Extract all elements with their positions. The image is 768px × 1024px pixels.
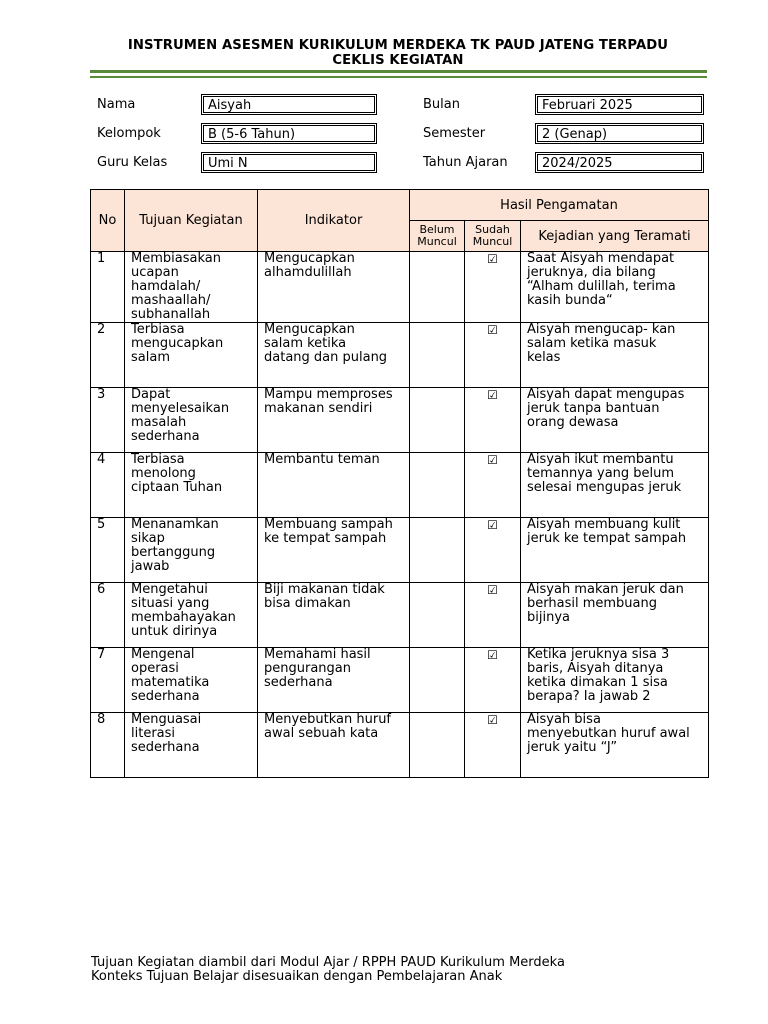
- table-row: [91, 648, 709, 713]
- row-tujuan: [125, 388, 258, 453]
- kejadian-line: jeruk tanpa bantuan: [527, 401, 660, 416]
- belum-muncul-cell-text: [410, 323, 464, 324]
- tujuan-line: literasi: [131, 726, 176, 741]
- row-indikator-text: [258, 388, 409, 416]
- sudah-muncul-cell[interactable]: [465, 518, 521, 583]
- indikator-line: bisa dimakan: [264, 596, 351, 611]
- tujuan-line: mengucapkan: [131, 336, 224, 351]
- row-no: [91, 453, 125, 518]
- indikator-line: Membuang sampah: [264, 517, 393, 532]
- row-indikator: [258, 323, 410, 388]
- guru-field[interactable]: Umi N: [201, 152, 377, 173]
- sudah-muncul-cell[interactable]: [465, 453, 521, 518]
- bulan-field[interactable]: Februari 2025: [535, 94, 704, 115]
- kejadian-line: jeruk yaitu “J”: [527, 740, 618, 755]
- bulan-label: Bulan: [423, 97, 460, 112]
- semester-field[interactable]: 2 (Genap): [535, 123, 704, 144]
- kejadian-line: temannya yang belum: [527, 466, 675, 481]
- kejadian-line: orang dewasa: [527, 415, 619, 430]
- indikator-line: datang dan pulang: [264, 350, 388, 365]
- row-indikator: [258, 252, 410, 323]
- belum-muncul-cell-text: [410, 453, 464, 454]
- indikator-line: ke tempat sampah: [264, 531, 387, 546]
- indikator-line: Mengucapkan: [264, 251, 355, 266]
- row-indikator-text: [258, 453, 409, 467]
- kejadian-line: bijinya: [527, 610, 570, 625]
- row-kejadian: [521, 453, 709, 518]
- belum-muncul-cell[interactable]: [410, 648, 465, 713]
- tujuan-line: Dapat: [131, 387, 171, 402]
- row-indikator: [258, 518, 410, 583]
- row-no-text: 6: [97, 582, 106, 597]
- row-kejadian-text: [521, 518, 708, 546]
- nama-field[interactable]: Aisyah: [201, 94, 377, 115]
- belum-muncul-cell[interactable]: [410, 583, 465, 648]
- row-no: [91, 648, 125, 713]
- row-indikator: [258, 388, 410, 453]
- table-row: [91, 583, 709, 648]
- checkbox-checked-icon: ☑: [487, 252, 498, 266]
- row-no-text: 5: [97, 517, 106, 532]
- kejadian-line: jeruknya, dia bilang: [527, 265, 656, 280]
- tujuan-line: operasi: [131, 661, 179, 676]
- tujuan-line: ciptaan Tuhan: [131, 480, 223, 495]
- checkbox-checked-icon: ☑: [487, 648, 498, 662]
- row-kejadian: [521, 583, 709, 648]
- checkbox-checked-icon: ☑: [487, 323, 498, 337]
- row-kejadian-text: [521, 583, 708, 625]
- footer-notes: [91, 956, 565, 984]
- tujuan-line: masalah: [131, 415, 187, 430]
- tujuan-line: menolong: [131, 466, 196, 481]
- title-line-2: CEKLIS KEGIATAN: [332, 53, 464, 68]
- header-belum-muncul: [410, 221, 465, 252]
- guru-label: Guru Kelas: [97, 155, 168, 170]
- belum-muncul-cell[interactable]: [410, 252, 465, 323]
- row-kejadian: [521, 252, 709, 323]
- row-no-text: 2: [97, 322, 106, 337]
- table-row: [91, 388, 709, 453]
- header-belum-line2: Muncul: [417, 235, 457, 248]
- row-no-text: 4: [97, 452, 106, 467]
- indikator-line: Memahami hasil: [264, 647, 371, 662]
- belum-muncul-cell[interactable]: [410, 453, 465, 518]
- row-indikator: [258, 713, 410, 778]
- tujuan-line: Mengetahui: [131, 582, 208, 597]
- kejadian-line: salam ketika masuk: [527, 336, 657, 351]
- kejadian-line: Aisyah ikut membantu: [527, 452, 674, 467]
- checkbox-checked-icon: ☑: [487, 518, 498, 532]
- table-row: [91, 713, 709, 778]
- header-kejadian: Kejadian yang Teramati: [521, 221, 709, 252]
- tujuan-line: sederhana: [131, 740, 200, 755]
- title-rule-bottom: [90, 76, 707, 78]
- kejadian-line: Aisyah dapat mengupas: [527, 387, 685, 402]
- row-kejadian-text: [521, 323, 708, 365]
- title-rule-top: [90, 70, 707, 73]
- table-row: [91, 252, 709, 323]
- row-kejadian: [521, 323, 709, 388]
- belum-muncul-cell-text: [410, 713, 464, 714]
- kejadian-line: Aisyah mengucap- kan: [527, 322, 676, 337]
- checkbox-checked-icon: ☑: [487, 713, 498, 727]
- kejadian-line: Ketika jeruknya sisa 3: [527, 647, 670, 662]
- kelompok-field[interactable]: B (5-6 Tahun): [201, 123, 377, 144]
- belum-muncul-cell[interactable]: [410, 388, 465, 453]
- row-tujuan: [125, 453, 258, 518]
- document-title: [0, 38, 768, 68]
- kejadian-line: baris, Aisyah ditanya: [527, 661, 664, 676]
- belum-muncul-cell-text: [410, 252, 464, 253]
- tujuan-line: sikap: [131, 531, 165, 546]
- footer-line-1: Tujuan Kegiatan diambil dari Modul Ajar / RPPH PAUD Kurikulum Merdeka: [91, 955, 565, 970]
- row-tujuan-text: [125, 388, 257, 444]
- sudah-muncul-cell[interactable]: [465, 252, 521, 323]
- indikator-line: sederhana: [264, 675, 333, 690]
- row-no: [91, 252, 125, 323]
- tujuan-line: Mengenal: [131, 647, 195, 662]
- tujuan-line: membahayakan: [131, 610, 236, 625]
- indikator-line: Biji makanan tidak: [264, 582, 385, 597]
- tujuan-line: bertanggung: [131, 545, 216, 560]
- header-sudah-line2: Muncul: [472, 235, 513, 248]
- row-tujuan: [125, 713, 258, 778]
- tujuan-line: Membiasakan: [131, 251, 221, 266]
- indikator-line: alhamdulillah: [264, 265, 352, 280]
- row-tujuan-text: [125, 713, 257, 755]
- tujuan-line: jawab: [131, 559, 170, 574]
- sudah-muncul-cell[interactable]: [465, 583, 521, 648]
- tujuan-line: ucapan: [131, 265, 179, 280]
- row-no-text: 8: [97, 712, 106, 727]
- tujuan-line: untuk dirinya: [131, 624, 218, 639]
- tahun-ajaran-label: Tahun Ajaran: [423, 155, 508, 170]
- kejadian-line: jeruk ke tempat sampah: [527, 531, 687, 546]
- row-kejadian: [521, 648, 709, 713]
- row-tujuan: [125, 583, 258, 648]
- row-indikator-text: [258, 648, 409, 690]
- row-tujuan: [125, 518, 258, 583]
- belum-muncul-cell[interactable]: [410, 518, 465, 583]
- tahun-ajaran-field[interactable]: 2024/2025: [535, 152, 704, 173]
- row-tujuan: [125, 648, 258, 713]
- tujuan-line: menyelesaikan: [131, 401, 230, 416]
- belum-muncul-cell-text: [410, 583, 464, 584]
- indikator-line: Mengucapkan: [264, 322, 355, 337]
- belum-muncul-cell-text: [410, 388, 464, 389]
- tujuan-line: sederhana: [131, 429, 200, 444]
- tujuan-line: hamdalah/: [131, 279, 201, 294]
- row-kejadian-text: [521, 713, 708, 755]
- row-tujuan: [125, 323, 258, 388]
- kejadian-line: berapa? Ia jawab 2: [527, 689, 651, 704]
- row-tujuan-text: [125, 252, 257, 322]
- row-no: [91, 388, 125, 453]
- belum-muncul-cell[interactable]: [410, 713, 465, 778]
- kejadian-line: kasih bunda“: [527, 293, 613, 308]
- row-kejadian-text: [521, 453, 708, 495]
- kejadian-line: kelas: [527, 350, 561, 365]
- row-no-text: 1: [97, 251, 106, 266]
- row-indikator: [258, 648, 410, 713]
- kejadian-line: selesai mengupas jeruk: [527, 480, 682, 495]
- row-tujuan-text: [125, 648, 257, 704]
- table-row: [91, 518, 709, 583]
- kejadian-line: Saat Aisyah mendapat: [527, 251, 675, 266]
- header-tujuan: Tujuan Kegiatan: [125, 190, 258, 252]
- kejadian-line: berhasil membuang: [527, 596, 657, 611]
- header-belum-line1: Belum: [419, 223, 455, 236]
- row-no-text: 3: [97, 387, 106, 402]
- header-indikator: Indikator: [258, 190, 410, 252]
- row-kejadian-text: [521, 388, 708, 430]
- row-indikator: [258, 583, 410, 648]
- nama-label: Nama: [97, 97, 136, 112]
- kelompok-label: Kelompok: [97, 126, 161, 141]
- belum-muncul-cell-text: [410, 648, 464, 649]
- row-no: [91, 713, 125, 778]
- kejadian-line: “Alham dulillah, terima: [527, 279, 676, 294]
- row-kejadian: [521, 388, 709, 453]
- indikator-line: makanan sendiri: [264, 401, 373, 416]
- row-no-text: 7: [97, 647, 106, 662]
- header-sudah-muncul: [465, 221, 521, 252]
- tujuan-line: Menguasai: [131, 712, 202, 727]
- kejadian-line: Aisyah bisa: [527, 712, 601, 727]
- sudah-muncul-cell[interactable]: [465, 648, 521, 713]
- belum-muncul-cell-text: [410, 518, 464, 519]
- tujuan-line: sederhana: [131, 689, 200, 704]
- row-indikator-text: [258, 518, 409, 546]
- row-tujuan: [125, 252, 258, 323]
- row-indikator-text: [258, 252, 409, 280]
- kejadian-line: menyebutkan huruf awal: [527, 726, 690, 741]
- tujuan-line: matematika: [131, 675, 210, 690]
- table-row: [91, 453, 709, 518]
- indikator-line: pengurangan: [264, 661, 351, 676]
- row-no: [91, 323, 125, 388]
- row-kejadian: [521, 713, 709, 778]
- row-tujuan-text: [125, 323, 257, 365]
- indikator-line: Membantu teman: [264, 452, 380, 467]
- tujuan-line: Menanamkan: [131, 517, 219, 532]
- semester-label: Semester: [423, 126, 486, 141]
- table-row: [91, 323, 709, 388]
- checkbox-checked-icon: ☑: [487, 453, 498, 467]
- title-line-1: INSTRUMEN ASESMEN KURIKULUM MERDEKA TK PAUD JATENG TERPADU: [127, 38, 669, 53]
- kejadian-line: Aisyah membuang kulit: [527, 517, 681, 532]
- tujuan-line: Terbiasa: [131, 452, 185, 467]
- row-kejadian: [521, 518, 709, 583]
- belum-muncul-cell[interactable]: [410, 323, 465, 388]
- tujuan-line: situasi yang: [131, 596, 210, 611]
- row-indikator-text: [258, 713, 409, 741]
- sudah-muncul-cell[interactable]: [465, 713, 521, 778]
- tujuan-line: subhanallah: [131, 307, 211, 322]
- header-sudah-line1: Sudah: [475, 223, 510, 236]
- kejadian-line: Aisyah makan jeruk dan: [527, 582, 684, 597]
- indikator-line: awal sebuah kata: [264, 726, 379, 741]
- sudah-muncul-cell[interactable]: [465, 323, 521, 388]
- tujuan-line: mashaallah/: [131, 293, 211, 308]
- header-no: No: [91, 190, 125, 252]
- row-no: [91, 583, 125, 648]
- row-indikator: [258, 453, 410, 518]
- row-no: [91, 518, 125, 583]
- kejadian-line: ketika dimakan 1 sisa: [527, 675, 668, 690]
- row-tujuan-text: [125, 583, 257, 639]
- tujuan-line: Terbiasa: [131, 322, 185, 337]
- row-kejadian-text: [521, 648, 708, 704]
- indikator-line: Mampu memproses: [264, 387, 393, 402]
- header-hasil-pengamatan: Hasil Pengamatan: [410, 190, 709, 221]
- footer-line-2: Konteks Tujuan Belajar disesuaikan dengan Pembelajaran Anak: [91, 969, 503, 984]
- checkbox-checked-icon: ☑: [487, 583, 498, 597]
- row-indikator-text: [258, 583, 409, 611]
- checkbox-checked-icon: ☑: [487, 388, 498, 402]
- row-kejadian-text: [521, 252, 708, 308]
- row-indikator-text: [258, 323, 409, 365]
- indikator-line: salam ketika: [264, 336, 347, 351]
- checklist-table: [90, 189, 709, 778]
- indikator-line: Menyebutkan huruf: [264, 712, 392, 727]
- sudah-muncul-cell[interactable]: [465, 388, 521, 453]
- row-tujuan-text: [125, 518, 257, 574]
- tujuan-line: salam: [131, 350, 170, 365]
- row-tujuan-text: [125, 453, 257, 495]
